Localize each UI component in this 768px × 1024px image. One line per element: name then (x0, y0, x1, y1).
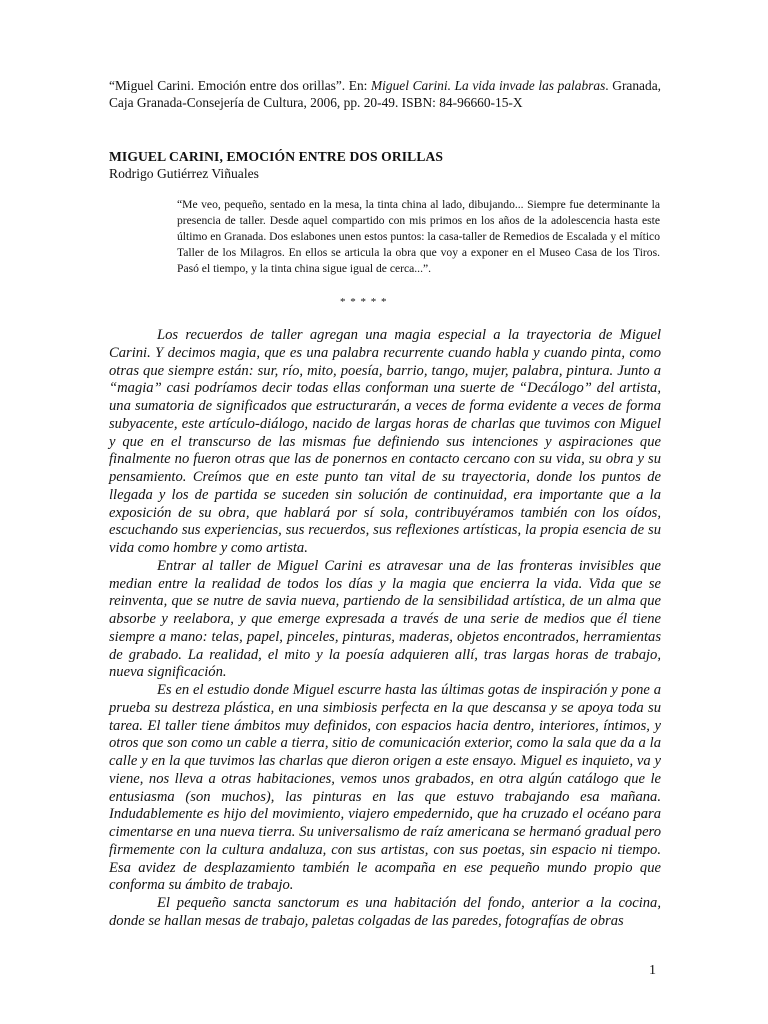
page-number: 1 (649, 963, 656, 978)
paragraph: Es en el estudio donde Miguel escurre hasta las últimas gotas de inspiración y pone a prueba su destreza plástica, en una simbiosis perfecta en la que descansa y se apoya toda su tarea. El taller tiene ámbitos muy definidos, con espacios hacia dentro, interiores, íntimos, y otros que son como un cable a tierra, sitio de comunicación exterior, como la sala que da a la calle y en la que tuvimos las charlas que dieron origen a este ensayo. Miguel es inquieto, va y viene, nos lleva a otras habitaciones, vemos unos grabados, en otra algún catálogo que le entusiasma (son muchos), las pinturas en las que estuvo trabajando esa mañana. Indudablemente es hijo del movimiento, viajero empedernido, que ha cruzado el océano para cimentarse en una nueva tierra. Su universalismo de raíz americana se hermanó gradual pero firmemente con la cultura andaluza, con sus artistas, con sus poetas, sin espacio ni tiempo. Esa avidez de desplazamiento también le acompaña en ese pequeño mundo propio que conforma su ámbito de trabajo. (109, 682, 661, 894)
paragraph: El pequeño sancta sanctorum es una habitación del fondo, anterior a la cocina, donde se hallan mesas de trabajo, paletas colgadas de las paredes, fotografías de obras (109, 895, 661, 929)
citation-book-title: Miguel Carini. La vida invade las palabras (371, 78, 606, 93)
article-body (109, 327, 661, 931)
paragraph: Entrar al taller de Miguel Carini es atravesar una de las fronteras invisibles que median entre la realidad de todos los días y la magia que encierra la vida. Vida que se reinventa, que se nutre de savia nueva, partiendo de la sensibilidad artística, de un alma que absorbe y reelabora, y que emerge expresada a través de una serie de medios que él tiene siempre a mano: telas, papel, pinceles, pinturas, maderas, objetos encontrados, herramientas de grabado. La realidad, el mito y la poesía adquieren allí, tras largas horas de trabajo, nueva significación. (109, 557, 661, 681)
article-title: MIGUEL CARINI, EMOCIÓN ENTRE DOS ORILLAS (109, 149, 444, 164)
citation-reference (109, 77, 661, 111)
section-separator: * * * * * (340, 296, 388, 308)
epigraph-quote: “Me veo, pequeño, sentado en la mesa, la tinta china al lado, dibujando... Siempre fue determinante la presencia de taller. Desde aquel compartido con mis primos en los años de la adolescencia hasta este último en Granada. Dos eslabones unen estos puntos: la casa-taller de Remedios de Escalada y el mítico Taller de los Milagros. En ellos se articula la obra que voy a exponer en el Museo Casa de los Tiros. Pasó el tiempo, y la tinta china sigue igual de cerca...”. (177, 198, 660, 276)
citation-text-part2: . Granada, Caja Granada-Consejería de Cultura, 2006, pp. 20-49. ISBN: 84-96660-15-X (109, 78, 661, 110)
article-author: Rodrigo Gutiérrez Viñuales (109, 166, 259, 181)
citation-text-part1: “Miguel Carini. Emoción entre dos orillas”. En: (109, 78, 372, 93)
paragraph: Los recuerdos de taller agregan una magia especial a la trayectoria de Miguel Carini. Y decimos magia, que es una palabra recurrente cuando habla y cuando pinta, como otras que siempre están: sur, río, mito, poesía, barrio, tango, mujer, palabra, pintura. Junto a “magia” casi podríamos decir todas ellas conforman una suerte de “Decálogo” del artista, una sumatoria de significados que estructurarán, a veces de forma evidente a veces de forma subyacente, este artículo-diálogo, nacido de largas horas de charlas que tuvimos con Miguel y que en el transcurso de las mismas fue definiendo sus intenciones y aspiraciones que finalmente no fueron otras que las de ponernos en contacto cercano con su vida, su obra y su pensamiento. Creímos que en este punto tan vital de su trayectoria, donde los puntos de llegada y los de partida se suceden sin solución de continuidad, era importante que a la exposición de su obra, que hablará por sí sola, contribuyéramos también con los oídos, escuchando sus experiencias, sus recuerdos, sus reflexiones artísticas, la propia esencia de su vida como hombre y como artista. (109, 327, 661, 556)
